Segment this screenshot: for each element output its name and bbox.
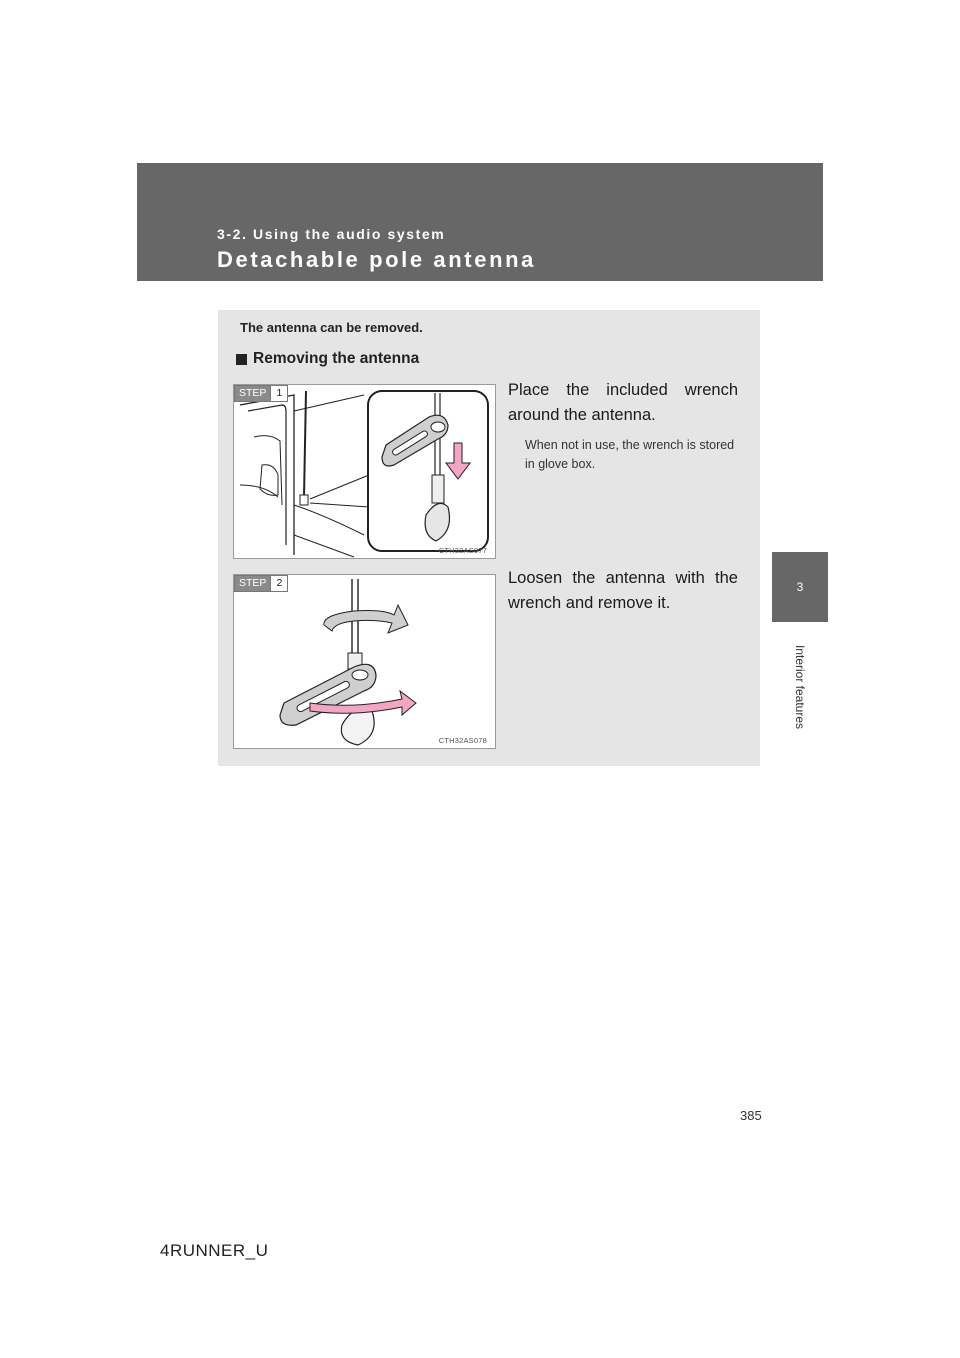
step1-figure-code: CTH32AS077 [438,546,487,555]
model-code: 4RUNNER_U [160,1241,269,1260]
content-box [218,310,760,766]
chapter-number: 3 [796,580,804,594]
step2-figure-code: CTH32AS078 [438,736,487,745]
subheading [236,350,419,368]
step1-badge-word: STEP [235,386,270,401]
wrench-loosen-icon [234,575,495,748]
wrench-on-antenna-icon [234,385,495,558]
page-number: 385 [740,1108,762,1123]
section-label: 3-2. Using the audio system [217,226,446,242]
step1-figure [233,384,496,559]
step1-badge-number: 1 [270,386,287,401]
step1-badge [234,385,288,402]
step1-text: Place the included wrench around the antenna. [508,381,738,424]
chapter-label [760,632,840,742]
step2-badge-number: 2 [270,576,287,591]
step1-note: When not in use, the wrench is stored in glove box. [525,438,735,471]
chapter-label-text: Interior features [793,644,808,730]
header-band [137,163,823,281]
step2-text: Loosen the antenna with the wrench and remove it. [508,569,738,612]
chapter-tab[interactable] [772,552,828,622]
subheading-text: Removing the antenna [253,350,420,367]
square-bullet-icon [236,354,247,365]
step2-badge [234,575,288,592]
step2-figure [233,574,496,749]
step2-badge-word: STEP [235,576,270,591]
page-title: Detachable pole antenna [217,247,536,272]
intro-text: The antenna can be removed. [240,320,423,335]
